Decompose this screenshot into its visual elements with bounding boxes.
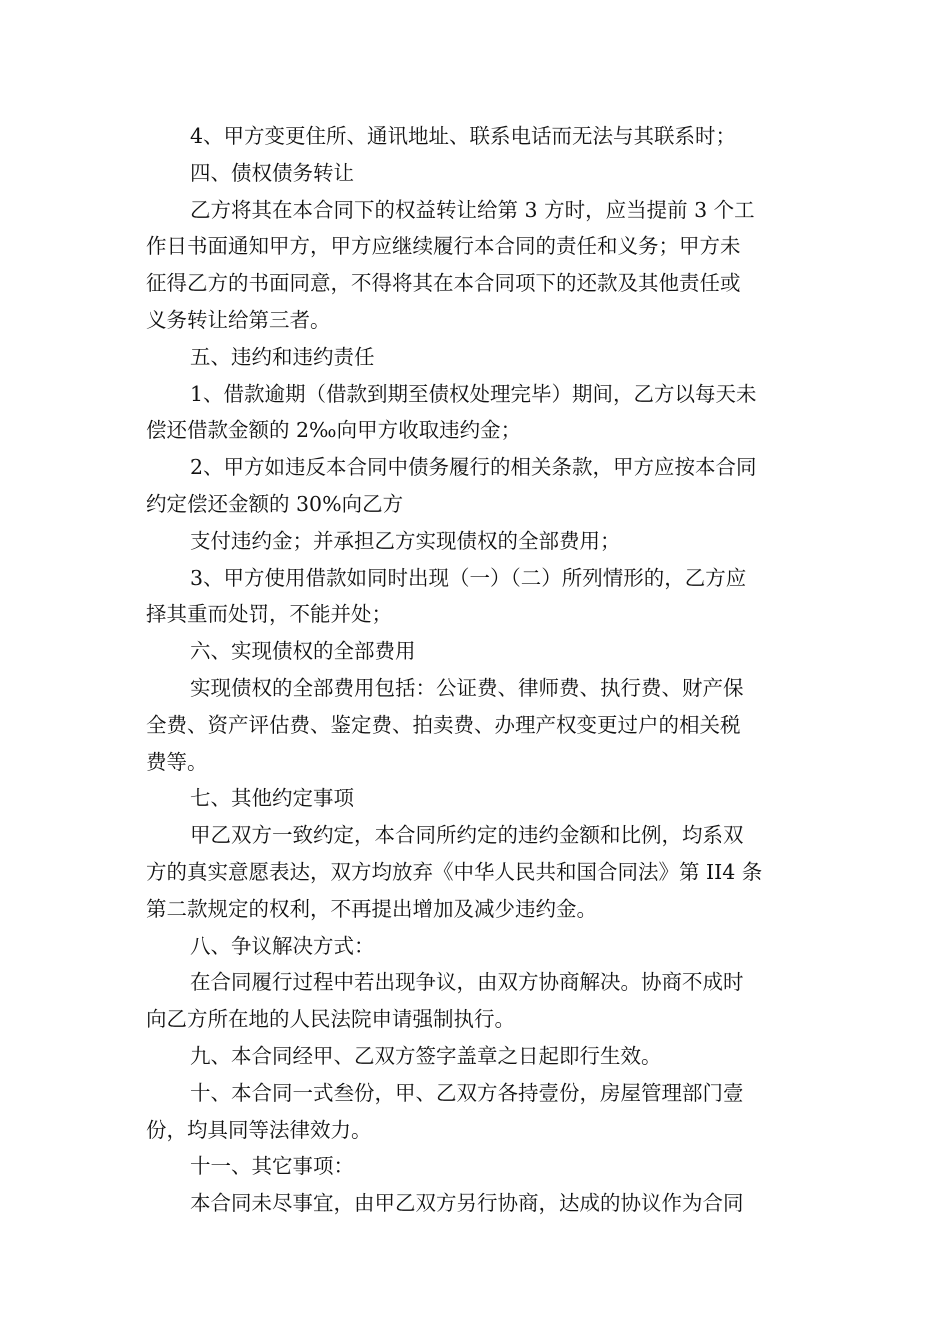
text-line: 十一、其它事项： [190,1154,354,1179]
text-line: 乙方将其在本合同下的权益转让给第 3 方时，应当提前 3 个工 [190,197,755,222]
text-line: 第二款规定的权利，不再提出增加及减少违约金。 [146,896,597,921]
text-line: 费等。 [146,749,208,774]
text-line: 在合同履行过程中若出现争议，由双方协商解决。协商不成时 [190,970,744,995]
text-line: 十、本合同一式叁份，甲、乙双方各持壹份，房屋管理部门壹 [190,1080,744,1105]
text-line: 本合同未尽事宜，由甲乙双方另行协商，达成的协议作为合同 [190,1191,744,1216]
text-line: 实现债权的全部费用包括：公证费、律师费、执行费、财产保 [190,675,744,700]
text-line: 全费、资产评估费、鉴定费、拍卖费、办理产权变更过户的相关税 [146,712,741,737]
text-line: 义务转让给第三者。 [146,307,331,332]
text-line: 4、甲方变更住所、通讯地址、联系电话而无法与其联系时； [190,124,737,148]
text-line: 作日书面通知甲方，甲方应继续履行本合同的责任和义务；甲方未 [146,234,741,259]
text-line: 约定偿还金额的 30%向乙方 [146,491,404,516]
text-line: 向乙方所在地的人民法院申请强制执行。 [146,1007,515,1032]
text-line: 支付违约金；并承担乙方实现债权的全部费用； [190,528,621,553]
text-line: 征得乙方的书面同意，不得将其在本合同项下的还款及其他责任或 [146,271,741,296]
document-body [146,118,808,1222]
text-line: 九、本合同经甲、乙双方签字盖章之日起即行生效。 [190,1043,662,1068]
text-line: 六、实现债权的全部费用 [190,639,416,664]
text-line: 3、甲方使用借款如同时出现（一）（二）所列情形的，乙方应 [190,565,747,590]
text-line: 1、借款逾期（借款到期至债权处理完毕）期间，乙方以每天未 [190,381,757,406]
text-line: 甲乙双方一致约定，本合同所约定的违约金额和比例，均系双 [190,823,744,848]
text-line: 择其重而处罚，不能并处； [146,602,392,627]
text-line: 八、争议解决方式： [190,933,375,958]
text-line: 份，均具同等法律效力。 [146,1117,372,1142]
text-line: 五、违约和违约责任 [190,344,375,369]
text-line: 方的真实意愿表达，双方均放弃《中华人民共和国合同法》第 II4 条 [146,859,763,884]
text-line: 四、债权债务转让 [190,160,354,185]
text-line: 偿还借款金额的 2‰向甲方收取违约金； [146,418,522,443]
text-line: 2、甲方如违反本合同中债务履行的相关条款，甲方应按本合同 [190,455,757,480]
text-line: 七、其他约定事项 [190,786,354,811]
